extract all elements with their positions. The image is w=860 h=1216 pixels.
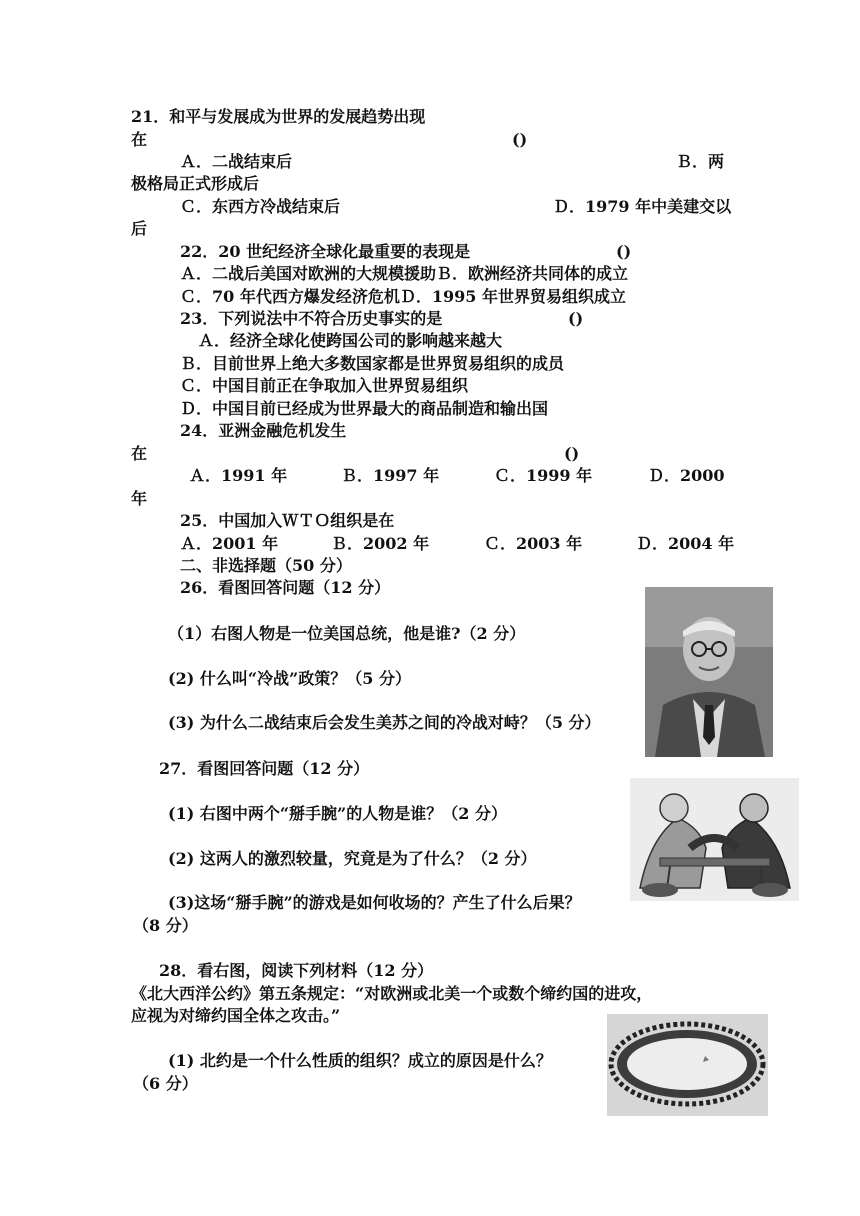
q24-option-b: Ｂ．1997 年 bbox=[341, 466, 440, 485]
q23-stem: 23．下列说法中不符合历史事实的是 bbox=[180, 309, 443, 328]
q22-answer-paren: () bbox=[616, 242, 632, 261]
q27-part-2: (2) 这两人的激烈较量，究竟是为了什么？（2 分） bbox=[168, 849, 537, 868]
q26-stem: 26．看图回答问题（12 分） bbox=[180, 578, 391, 597]
q21-stem: 21．和平与发展成为世界的发展趋势出现 bbox=[131, 107, 426, 126]
q24-answer-paren: () bbox=[564, 444, 580, 463]
q24-stem-end: 在 bbox=[131, 444, 148, 463]
q23-option-b: Ｂ．目前世界上绝大多数国家都是世界贸易组织的成员 bbox=[180, 354, 565, 373]
q25-option-d: Ｄ．2004 年 bbox=[636, 534, 735, 553]
q27-part-3-score: （8 分） bbox=[133, 916, 198, 935]
q24-option-a: Ａ．1991 年 bbox=[189, 466, 288, 485]
q26-part-1: （1）右图人物是一位美国总统，他是谁?（2 分） bbox=[168, 624, 526, 643]
q21-option-c: Ｃ．东西方冷战结束后 bbox=[180, 197, 341, 216]
q21-option-d: Ｄ．1979 年中美建交以 bbox=[553, 197, 732, 216]
q26-part-3: (3) 为什么二战结束后会发生美苏之间的冷战对峙？（5 分） bbox=[168, 713, 601, 732]
q28-stem: 28．看右图，阅读下列材料（12 分） bbox=[159, 961, 434, 980]
q28-part-1: (1) 北约是一个什么性质的组织？成立的原因是什么？ bbox=[168, 1051, 552, 1070]
q22-options-cd: Ｃ．70 年代西方爆发经济危机Ｄ．1995 年世界贸易组织成立 bbox=[180, 287, 626, 306]
q21-option-a: Ａ．二战结束后 bbox=[180, 152, 293, 171]
arm-wrestling-cartoon-graphic bbox=[630, 778, 799, 901]
arm-wrestling-cartoon bbox=[630, 778, 799, 901]
q23-option-d: Ｄ．中国目前已经成为世界最大的商品制造和输出国 bbox=[180, 399, 549, 418]
section-heading-non-choice: 二、非选择题（50 分） bbox=[180, 556, 352, 575]
q21-option-b: Ｂ．两 bbox=[676, 152, 725, 171]
q25-option-a: Ａ．2001 年 bbox=[180, 534, 279, 553]
q21-option-b-continued: 极格局正式形成后 bbox=[131, 174, 260, 193]
q23-option-c: Ｃ．中国目前正在争取加入世界贸易组织 bbox=[180, 376, 469, 395]
q24-option-c: Ｃ．1999 年 bbox=[494, 466, 593, 485]
q27-part-1: (1) 右图中两个“掰手腕”的人物是谁？（2 分） bbox=[168, 804, 507, 823]
q25-stem: 25．中国加入ＷＴＯ组织是在 bbox=[180, 511, 395, 530]
portrait-photo-graphic bbox=[645, 587, 773, 757]
q27-stem: 27．看图回答问题（12 分） bbox=[159, 759, 370, 778]
q28-material-line-1: 《北大西洋公约》第五条规定：“对欧洲或北美一个或数个缔约国的进攻， bbox=[131, 984, 653, 1003]
q26-part-2: (2) 什么叫“冷战”政策？（5 分） bbox=[168, 669, 411, 688]
portrait-photo bbox=[645, 587, 773, 757]
q23-answer-paren: () bbox=[568, 309, 584, 328]
q22-options-ab: Ａ．二战后美国对欧洲的大规模援助Ｂ．欧洲经济共同体的成立 bbox=[180, 264, 629, 283]
q28-material-line-2: 应视为对缔约国全体之攻击。” bbox=[131, 1006, 341, 1025]
q27-part-3: (3)这场“掰手腕”的游戏是如何收场的？产生了什么后果？ bbox=[168, 893, 581, 912]
nato-meeting-photo bbox=[607, 1014, 768, 1116]
q21-stem-end: 在 bbox=[131, 130, 148, 149]
q21-option-d-continued: 后 bbox=[131, 219, 148, 238]
nato-meeting-photo-graphic bbox=[607, 1014, 768, 1116]
q25-option-b: Ｂ．2002 年 bbox=[331, 534, 430, 553]
q23-option-a: Ａ．经济全球化使跨国公司的影响越来越大 bbox=[198, 331, 503, 350]
q25-option-c: Ｃ．2003 年 bbox=[484, 534, 583, 553]
q21-answer-paren: () bbox=[512, 130, 528, 149]
q24-stem: 24．亚洲金融危机发生 bbox=[180, 421, 347, 440]
q22-stem: 22．20 世纪经济全球化最重要的表现是 bbox=[180, 242, 471, 261]
q24-option-d: Ｄ．2000 bbox=[648, 466, 725, 485]
q28-part-1-score: （6 分） bbox=[133, 1074, 198, 1093]
q24-option-d-continued: 年 bbox=[131, 489, 148, 508]
